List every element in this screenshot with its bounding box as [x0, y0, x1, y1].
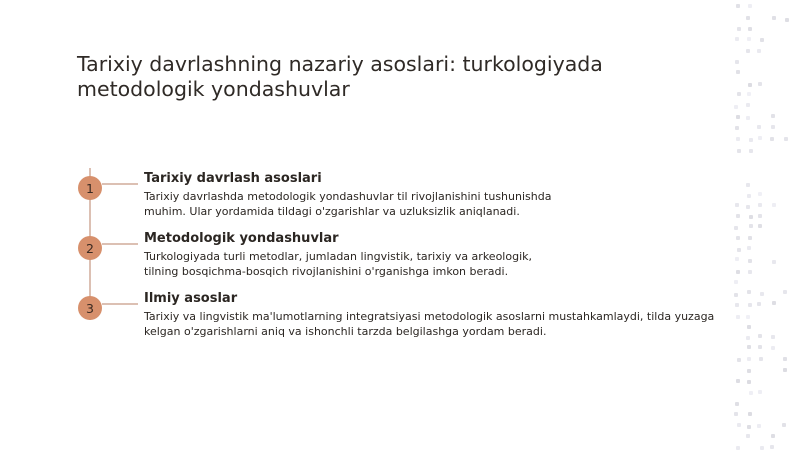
decorative-dot	[748, 83, 752, 87]
decorative-dot	[772, 16, 776, 20]
decorative-dot	[749, 224, 753, 228]
decorative-dot	[770, 445, 774, 449]
decorative-dot	[736, 236, 740, 240]
decorative-dot	[758, 192, 762, 196]
item-heading: Metodologik yondashuvlar	[144, 231, 339, 246]
decorative-dot	[748, 27, 752, 31]
decorative-dot	[746, 103, 750, 107]
decorative-dot	[747, 246, 751, 250]
decorative-dot	[747, 380, 751, 384]
decorative-dot	[783, 290, 787, 294]
decorative-dot	[771, 346, 775, 350]
decorative-dot	[747, 425, 751, 429]
decorative-dot	[758, 334, 762, 338]
decorative-dot	[737, 423, 741, 427]
decorative-dot	[758, 345, 762, 349]
decorative-dot	[772, 301, 776, 305]
decorative-dot	[758, 390, 762, 394]
decorative-dot	[736, 137, 740, 141]
decorative-dot	[747, 325, 751, 329]
decorative-dot	[771, 114, 775, 118]
decorative-dot	[747, 92, 751, 96]
decorative-dot	[758, 203, 762, 207]
decorative-dot	[746, 336, 750, 340]
item-heading: Tarixiy davrlash asoslari	[144, 171, 322, 186]
decorative-dot	[749, 149, 753, 153]
decorative-dot	[757, 49, 761, 53]
decorative-dot	[735, 402, 739, 406]
decorative-dot	[736, 379, 740, 383]
decorative-dot	[758, 136, 762, 140]
decorative-dot	[747, 369, 751, 373]
decorative-dot	[749, 391, 753, 395]
decorative-dot	[747, 194, 751, 198]
item-description: Tarixiy va lingvistik ma'lumotlarning integratsiyasi metodologik asoslarni mustahkamlaydi, tilda yuzaga kelgan o'zgarishlarni aniq va ishonchli tarzda belgilashga yordam beradi.	[144, 310, 715, 338]
decorative-dot	[735, 60, 739, 64]
decorative-dot	[760, 292, 764, 296]
decorative-dot	[785, 18, 789, 22]
item-description: Tarixiy davrlashda metodologik yondashuvlar til rivojlanishini tushunishda muhim. Ular yordamida tildagi o'zgarishlar va uzluksizlik aniqlanadi.	[144, 190, 552, 218]
decorative-dot	[758, 82, 762, 86]
step-number-badge: 3	[78, 296, 102, 320]
decorative-dot	[737, 248, 741, 252]
decorative-dot	[736, 115, 740, 119]
decorative-dot	[746, 434, 750, 438]
item-description: Turkologiyada turli metodlar, jumladan lingvistik, tarixiy va arkeologik, tilning bosqichma-bosqich rivojlanishini o'rganishga imkon beradi.	[144, 250, 532, 278]
decorative-dot	[771, 125, 775, 129]
decorative-dot	[760, 38, 764, 42]
decorative-dot	[737, 358, 741, 362]
decorative-dot	[737, 92, 741, 96]
decorative-dot	[749, 215, 753, 219]
decorative-dot	[736, 270, 740, 274]
decorative-dot	[747, 345, 751, 349]
decorative-dot	[757, 424, 761, 428]
decorative-dot	[736, 446, 740, 450]
decorative-dot	[746, 315, 750, 319]
slide-title: Tarixiy davrlashning nazariy asoslari: turkologiyada metodologik yondashuvlar	[77, 52, 603, 101]
decorative-dot	[735, 37, 739, 41]
decorative-dot	[735, 126, 739, 130]
decorative-dot	[746, 183, 750, 187]
decorative-dot	[736, 4, 740, 8]
decorative-dot	[736, 70, 740, 74]
decorative-dot	[746, 116, 750, 120]
decorative-dot	[758, 214, 762, 218]
item-heading: Ilmiy asoslar	[144, 291, 238, 306]
decorative-dot	[771, 434, 775, 438]
decorative-dot-pattern	[730, 0, 800, 449]
decorative-dot	[784, 137, 788, 141]
step-number-badge: 1	[78, 176, 102, 200]
decorative-dot	[735, 303, 739, 307]
connector-line	[102, 303, 138, 305]
decorative-dot	[735, 257, 739, 261]
decorative-dot	[759, 357, 763, 361]
step-number-badge: 2	[78, 236, 102, 260]
decorative-dot	[746, 205, 750, 209]
decorative-dot	[770, 137, 774, 141]
decorative-dot	[748, 236, 752, 240]
decorative-dot	[747, 357, 751, 361]
decorative-dot	[734, 412, 738, 416]
decorative-dot	[748, 270, 752, 274]
decorative-dot	[772, 203, 776, 207]
decorative-dot	[747, 37, 751, 41]
decorative-dot	[734, 280, 738, 284]
decorative-dot	[772, 260, 776, 264]
decorative-dot	[746, 16, 750, 20]
decorative-dot	[746, 49, 750, 53]
decorative-dot	[749, 138, 753, 142]
decorative-dot	[747, 290, 751, 294]
decorative-dot	[760, 446, 764, 450]
decorative-dot	[737, 149, 741, 153]
decorative-dot	[771, 335, 775, 339]
decorative-dot	[735, 203, 739, 207]
decorative-dot	[757, 125, 761, 129]
connector-line	[102, 243, 138, 245]
decorative-dot	[748, 412, 752, 416]
connector-line	[102, 183, 138, 185]
decorative-dot	[748, 259, 752, 263]
decorative-dot	[736, 214, 740, 218]
decorative-dot	[737, 27, 741, 31]
decorative-dot	[758, 224, 762, 228]
decorative-dot	[734, 226, 738, 230]
decorative-dot	[736, 315, 740, 319]
decorative-dot	[734, 293, 738, 297]
decorative-dot	[748, 4, 752, 8]
decorative-dot	[782, 423, 786, 427]
decorative-dot	[757, 302, 761, 306]
decorative-dot	[748, 303, 752, 307]
decorative-dot	[783, 357, 787, 361]
decorative-dot	[783, 368, 787, 372]
decorative-dot	[734, 105, 738, 109]
